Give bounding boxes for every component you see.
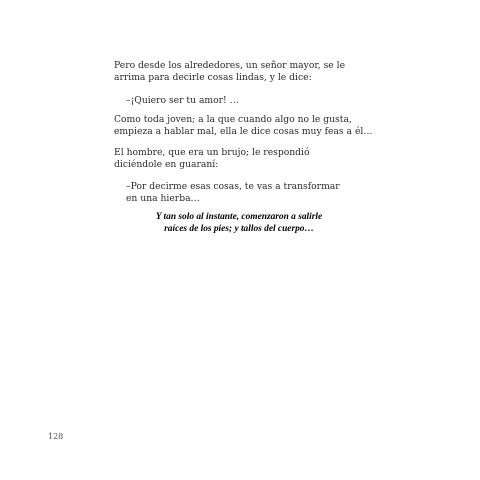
paragraph-narration-2: Como toda joven; a la que cuando algo no le gusta, empieza a hablar mal, ella le dice cosas muy feas a él… bbox=[114, 114, 373, 137]
emphasized-closing-text: Y tan solo al instante, comenzaron a salirle raíces de los pies; y tallos del cuerpo… bbox=[155, 212, 323, 234]
paragraph-narration-3: El hombre, que era un brujo; le respondió diciéndole en guaraní: bbox=[114, 147, 310, 170]
dialogue-line-1: –¡Quiero ser tu amor! … bbox=[126, 95, 239, 106]
paragraph-narration-1: Pero desde los alrededores, un señor mayor, se le arrima para decirle cosas lindas, y le dice: bbox=[114, 60, 346, 83]
page-number: 128 bbox=[48, 432, 64, 441]
dialogue-line-2: –Por decirme esas cosas, te vas a transformar en una hierba… bbox=[126, 181, 340, 204]
